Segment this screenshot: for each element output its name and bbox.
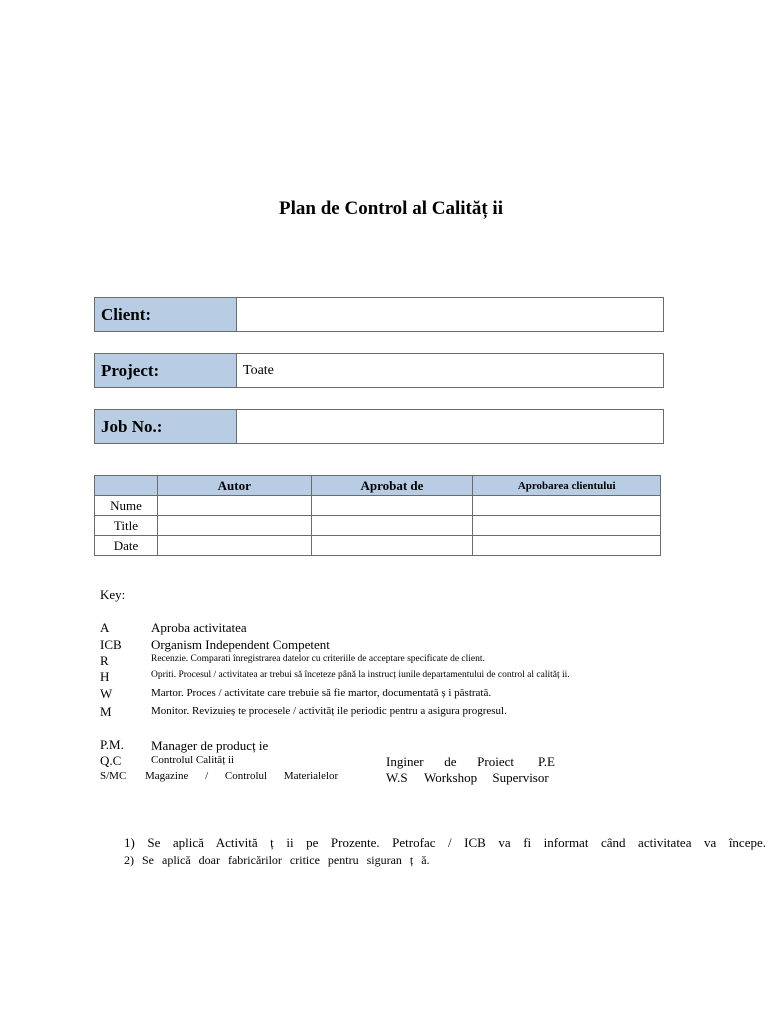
- signoff-header-row: [95, 476, 661, 496]
- table-row: [95, 496, 661, 516]
- table-cell: [473, 496, 661, 516]
- key-abbr: A: [100, 620, 110, 635]
- job-no-label: Job No.:: [95, 410, 237, 443]
- role-desc: Manager de producț ie: [151, 738, 269, 753]
- note-1: 1) Se aplică Activită ț ii pe Prozente. Petrofac / ICB va fi informat când activitatea va începe.: [124, 835, 766, 850]
- table-cell: [311, 536, 473, 556]
- table-cell: [157, 516, 311, 536]
- table-cell: [473, 536, 661, 556]
- client-field: [94, 297, 664, 332]
- key-desc: Opriti. Procesul / activitatea ar trebui să înceteze până la instrucț iunile departamentului de control al calităț ii.: [151, 670, 570, 680]
- note-2: 2) Se aplică doar fabricărilor critice pentru siguran ț ă.: [124, 853, 430, 867]
- page-title: Plan de Control al Calităț ii: [279, 198, 503, 219]
- row-label-title: Title: [95, 516, 158, 536]
- role-abbr: P.E: [538, 754, 555, 769]
- key-heading: Key:: [100, 587, 126, 602]
- project-label: Project:: [95, 354, 237, 387]
- key-desc: Recenzie. Comparati înregistrarea datelor cu criteriile de acceptare specificate de client.: [151, 654, 485, 664]
- client-label: Client:: [95, 298, 237, 331]
- role-abbr: S/MC: [100, 770, 127, 782]
- key-desc: Organism Independent Competent: [151, 637, 330, 652]
- row-label-date: Date: [95, 536, 158, 556]
- role-abbr: Q.C: [100, 753, 122, 768]
- client-value: [237, 298, 663, 331]
- table-cell: [311, 496, 473, 516]
- signoff-header-autor: Autor: [157, 476, 311, 496]
- table-cell: [157, 496, 311, 516]
- signoff-table: [94, 475, 661, 556]
- job-no-field: [94, 409, 664, 444]
- signoff-header-blank: [95, 476, 158, 496]
- key-desc: Monitor. Revizuieș te procesele / activităț ile periodic pentru a asigura progresul.: [151, 705, 507, 717]
- key-desc: Martor. Proces / activitate care trebuie să fie martor, documentată ș i păstrată.: [151, 687, 492, 699]
- role-desc: Controlul Calităț ii: [151, 754, 235, 766]
- project-value: Toate: [243, 362, 274, 378]
- role-desc: Inginer de Proiect: [386, 754, 514, 769]
- signoff-header-aprobat: Aprobat de: [311, 476, 473, 496]
- key-desc: Aproba activitatea: [151, 620, 247, 635]
- table-row: [95, 536, 661, 556]
- role-abbr: W.S: [386, 770, 408, 785]
- table-cell: [473, 516, 661, 536]
- project-field: [94, 353, 664, 388]
- role-desc: Workshop Supervisor: [424, 770, 549, 785]
- signoff-header-client: Aprobarea clientului: [473, 476, 661, 496]
- key-abbr: W: [100, 686, 113, 701]
- key-abbr: ICB: [100, 637, 122, 652]
- key-abbr: H: [100, 669, 110, 684]
- key-abbr: M: [100, 704, 112, 719]
- role-desc: Magazine / Controlul Materialelor: [145, 770, 339, 782]
- table-cell: [157, 536, 311, 556]
- job-no-value: [237, 410, 663, 443]
- role-abbr: P.M.: [100, 737, 124, 752]
- table-row: [95, 516, 661, 536]
- table-cell: [311, 516, 473, 536]
- row-label-nume: Nume: [95, 496, 158, 516]
- key-abbr: R: [100, 653, 109, 668]
